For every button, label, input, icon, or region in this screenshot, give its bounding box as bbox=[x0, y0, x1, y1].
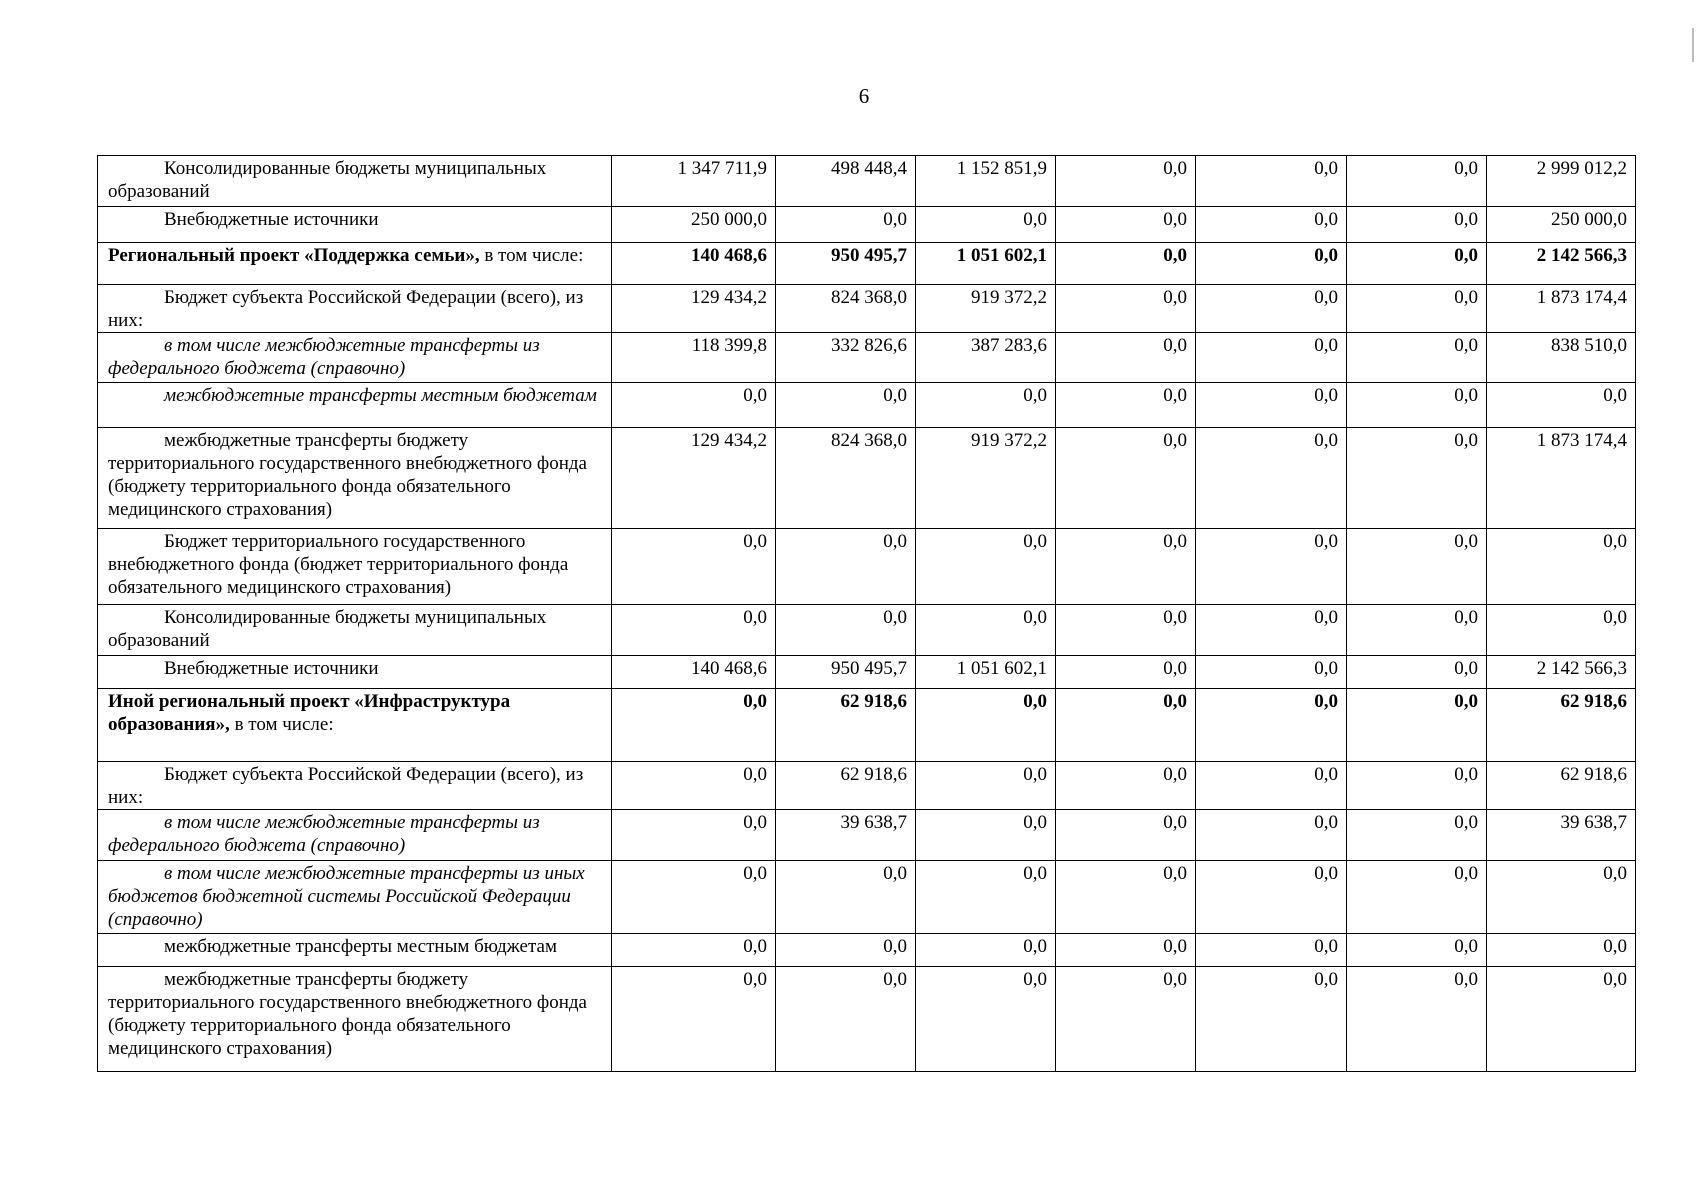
table-row bbox=[98, 605, 1636, 656]
value-cell: 0,0 bbox=[1347, 333, 1487, 383]
row-label: Внебюджетные источники bbox=[164, 658, 379, 679]
value-cell: 0,0 bbox=[776, 529, 916, 605]
row-label: межбюджетные трансферты местным бюджетам bbox=[164, 936, 557, 957]
row-label-cell bbox=[98, 285, 612, 333]
value-cell: 0,0 bbox=[1487, 383, 1636, 428]
value-cell: 0,0 bbox=[1056, 333, 1196, 383]
value-cell: 0,0 bbox=[1056, 243, 1196, 285]
value-cell: 140 468,6 bbox=[612, 243, 776, 285]
value-cell: 0,0 bbox=[916, 861, 1056, 934]
value-cell: 0,0 bbox=[1196, 967, 1347, 1072]
value-cell: 0,0 bbox=[1196, 605, 1347, 656]
value-cell: 0,0 bbox=[776, 861, 916, 934]
value-cell: 1 347 711,9 bbox=[612, 156, 776, 207]
row-label-cell bbox=[98, 156, 612, 207]
value-cell: 838 510,0 bbox=[1487, 333, 1636, 383]
row-label: Внебюджетные источники bbox=[164, 209, 379, 230]
row-label-cell bbox=[98, 529, 612, 605]
row-label: Иной региональный проект «Инфраструктура образования», bbox=[108, 691, 511, 735]
row-label-cell bbox=[98, 243, 612, 285]
value-cell: 39 638,7 bbox=[776, 810, 916, 861]
value-cell: 0,0 bbox=[1056, 689, 1196, 762]
table-row bbox=[98, 967, 1636, 1072]
value-cell: 1 152 851,9 bbox=[916, 156, 1056, 207]
value-cell: 2 142 566,3 bbox=[1487, 656, 1636, 689]
value-cell: 0,0 bbox=[776, 934, 916, 967]
row-label: Бюджет субъекта Российской Федерации (всего), из них: bbox=[108, 764, 584, 808]
table-row bbox=[98, 656, 1636, 689]
value-cell: 950 495,7 bbox=[776, 656, 916, 689]
value-cell: 140 468,6 bbox=[612, 656, 776, 689]
row-label: межбюджетные трансферты бюджету территориального государственного внебюджетного фонда (бюджету территориального фонда обязательного медицинского страхования) bbox=[108, 430, 587, 520]
row-label-cell bbox=[98, 605, 612, 656]
value-cell: 0,0 bbox=[1056, 861, 1196, 934]
value-cell: 387 283,6 bbox=[916, 333, 1056, 383]
row-label: межбюджетные трансферты бюджету территориального государственного внебюджетного фонда (бюджету территориального фонда обязательного медицинского страхования) bbox=[108, 969, 587, 1059]
value-cell: 0,0 bbox=[1347, 207, 1487, 243]
value-cell: 0,0 bbox=[916, 934, 1056, 967]
value-cell: 0,0 bbox=[1056, 428, 1196, 529]
row-label: в том числе межбюджетные трансферты из федерального бюджета (справочно) bbox=[108, 812, 540, 856]
value-cell: 0,0 bbox=[612, 529, 776, 605]
value-cell: 332 826,6 bbox=[776, 333, 916, 383]
value-cell: 0,0 bbox=[1487, 967, 1636, 1072]
value-cell: 0,0 bbox=[1196, 861, 1347, 934]
value-cell: 62 918,6 bbox=[776, 689, 916, 762]
table-row bbox=[98, 333, 1636, 383]
value-cell: 0,0 bbox=[1196, 810, 1347, 861]
value-cell: 0,0 bbox=[1487, 861, 1636, 934]
table-row bbox=[98, 689, 1636, 762]
value-cell: 1 873 174,4 bbox=[1487, 285, 1636, 333]
value-cell: 0,0 bbox=[1056, 156, 1196, 207]
value-cell: 0,0 bbox=[916, 207, 1056, 243]
table-row bbox=[98, 207, 1636, 243]
value-cell: 1 051 602,1 bbox=[916, 243, 1056, 285]
value-cell: 0,0 bbox=[916, 529, 1056, 605]
value-cell: 0,0 bbox=[1196, 689, 1347, 762]
value-cell: 0,0 bbox=[1196, 207, 1347, 243]
value-cell: 0,0 bbox=[612, 810, 776, 861]
value-cell: 0,0 bbox=[1347, 605, 1487, 656]
table-row bbox=[98, 243, 1636, 285]
value-cell: 0,0 bbox=[916, 762, 1056, 810]
table-row bbox=[98, 810, 1636, 861]
value-cell: 0,0 bbox=[1347, 967, 1487, 1072]
value-cell: 0,0 bbox=[612, 861, 776, 934]
value-cell: 0,0 bbox=[1056, 934, 1196, 967]
value-cell: 498 448,4 bbox=[776, 156, 916, 207]
row-label: Консолидированные бюджеты муниципальных образований bbox=[108, 607, 547, 651]
row-label: межбюджетные трансферты местным бюджетам bbox=[164, 385, 597, 406]
table-row bbox=[98, 529, 1636, 605]
value-cell: 39 638,7 bbox=[1487, 810, 1636, 861]
value-cell: 0,0 bbox=[916, 810, 1056, 861]
value-cell: 0,0 bbox=[612, 383, 776, 428]
value-cell: 0,0 bbox=[916, 605, 1056, 656]
value-cell: 0,0 bbox=[1056, 656, 1196, 689]
value-cell: 0,0 bbox=[916, 689, 1056, 762]
row-label-suffix: в том числе: bbox=[234, 714, 334, 735]
table-row bbox=[98, 156, 1636, 207]
row-label-suffix: в том числе: bbox=[484, 245, 584, 266]
value-cell: 0,0 bbox=[612, 762, 776, 810]
value-cell: 0,0 bbox=[1487, 605, 1636, 656]
row-label: в том числе межбюджетные трансферты из иных бюджетов бюджетной системы Российской Федерации (справочно) bbox=[108, 863, 585, 930]
value-cell: 824 368,0 bbox=[776, 428, 916, 529]
value-cell: 2 142 566,3 bbox=[1487, 243, 1636, 285]
table-row bbox=[98, 383, 1636, 428]
table-row bbox=[98, 861, 1636, 934]
value-cell: 0,0 bbox=[612, 605, 776, 656]
value-cell: 0,0 bbox=[1196, 762, 1347, 810]
value-cell: 919 372,2 bbox=[916, 428, 1056, 529]
value-cell: 919 372,2 bbox=[916, 285, 1056, 333]
value-cell: 2 999 012,2 bbox=[1487, 156, 1636, 207]
row-label-cell bbox=[98, 656, 612, 689]
row-label-cell bbox=[98, 762, 612, 810]
value-cell: 0,0 bbox=[776, 383, 916, 428]
value-cell: 0,0 bbox=[1347, 383, 1487, 428]
value-cell: 129 434,2 bbox=[612, 428, 776, 529]
value-cell: 0,0 bbox=[776, 605, 916, 656]
value-cell: 0,0 bbox=[1347, 762, 1487, 810]
value-cell: 0,0 bbox=[1196, 156, 1347, 207]
value-cell: 118 399,8 bbox=[612, 333, 776, 383]
value-cell: 0,0 bbox=[1196, 383, 1347, 428]
value-cell: 0,0 bbox=[1347, 934, 1487, 967]
value-cell: 0,0 bbox=[1347, 243, 1487, 285]
value-cell: 0,0 bbox=[1196, 285, 1347, 333]
value-cell: 62 918,6 bbox=[776, 762, 916, 810]
value-cell: 0,0 bbox=[1347, 529, 1487, 605]
value-cell: 0,0 bbox=[1056, 762, 1196, 810]
table-body bbox=[98, 156, 1636, 1072]
scan-edge-mark bbox=[1692, 28, 1694, 62]
value-cell: 0,0 bbox=[916, 383, 1056, 428]
value-cell: 62 918,6 bbox=[1487, 689, 1636, 762]
value-cell: 0,0 bbox=[1056, 383, 1196, 428]
value-cell: 1 873 174,4 bbox=[1487, 428, 1636, 529]
row-label-cell bbox=[98, 689, 612, 762]
value-cell: 0,0 bbox=[1056, 605, 1196, 656]
row-label: Консолидированные бюджеты муниципальных образований bbox=[108, 158, 547, 202]
row-label: Региональный проект «Поддержка семьи», bbox=[108, 245, 480, 266]
value-cell: 0,0 bbox=[1347, 656, 1487, 689]
value-cell: 0,0 bbox=[612, 934, 776, 967]
value-cell: 0,0 bbox=[1056, 810, 1196, 861]
value-cell: 950 495,7 bbox=[776, 243, 916, 285]
row-label-cell bbox=[98, 861, 612, 934]
table-row bbox=[98, 428, 1636, 529]
value-cell: 0,0 bbox=[1056, 207, 1196, 243]
value-cell: 0,0 bbox=[1196, 934, 1347, 967]
table-row bbox=[98, 285, 1636, 333]
row-label-cell bbox=[98, 333, 612, 383]
value-cell: 0,0 bbox=[1056, 529, 1196, 605]
value-cell: 0,0 bbox=[1347, 810, 1487, 861]
row-label-cell bbox=[98, 383, 612, 428]
value-cell: 0,0 bbox=[1056, 285, 1196, 333]
row-label-cell bbox=[98, 207, 612, 243]
value-cell: 0,0 bbox=[776, 967, 916, 1072]
value-cell: 0,0 bbox=[1196, 428, 1347, 529]
value-cell: 0,0 bbox=[1196, 243, 1347, 285]
value-cell: 62 918,6 bbox=[1487, 762, 1636, 810]
value-cell: 0,0 bbox=[1347, 285, 1487, 333]
value-cell: 0,0 bbox=[1487, 934, 1636, 967]
value-cell: 0,0 bbox=[1347, 428, 1487, 529]
table-row bbox=[98, 762, 1636, 810]
value-cell: 0,0 bbox=[1347, 156, 1487, 207]
value-cell: 0,0 bbox=[1347, 861, 1487, 934]
value-cell: 250 000,0 bbox=[1487, 207, 1636, 243]
value-cell: 0,0 bbox=[916, 967, 1056, 1072]
budget-table bbox=[97, 155, 1636, 1072]
value-cell: 0,0 bbox=[1196, 333, 1347, 383]
value-cell: 0,0 bbox=[612, 967, 776, 1072]
row-label: Бюджет территориального государственного внебюджетного фонда (бюджет территориального фонда обязательного медицинского страхования) bbox=[108, 531, 569, 598]
value-cell: 0,0 bbox=[1196, 529, 1347, 605]
value-cell: 0,0 bbox=[1347, 689, 1487, 762]
row-label: в том числе межбюджетные трансферты из федерального бюджета (справочно) bbox=[108, 335, 540, 379]
row-label-cell bbox=[98, 967, 612, 1072]
value-cell: 0,0 bbox=[1487, 529, 1636, 605]
page-number: 6 bbox=[858, 84, 870, 108]
value-cell: 0,0 bbox=[1196, 656, 1347, 689]
value-cell: 0,0 bbox=[776, 207, 916, 243]
row-label: Бюджет субъекта Российской Федерации (всего), из них: bbox=[108, 287, 584, 331]
value-cell: 0,0 bbox=[1056, 967, 1196, 1072]
value-cell: 1 051 602,1 bbox=[916, 656, 1056, 689]
table-row bbox=[98, 934, 1636, 967]
value-cell: 824 368,0 bbox=[776, 285, 916, 333]
value-cell: 129 434,2 bbox=[612, 285, 776, 333]
row-label-cell bbox=[98, 934, 612, 967]
value-cell: 250 000,0 bbox=[612, 207, 776, 243]
row-label-cell bbox=[98, 810, 612, 861]
row-label-cell bbox=[98, 428, 612, 529]
value-cell: 0,0 bbox=[612, 689, 776, 762]
